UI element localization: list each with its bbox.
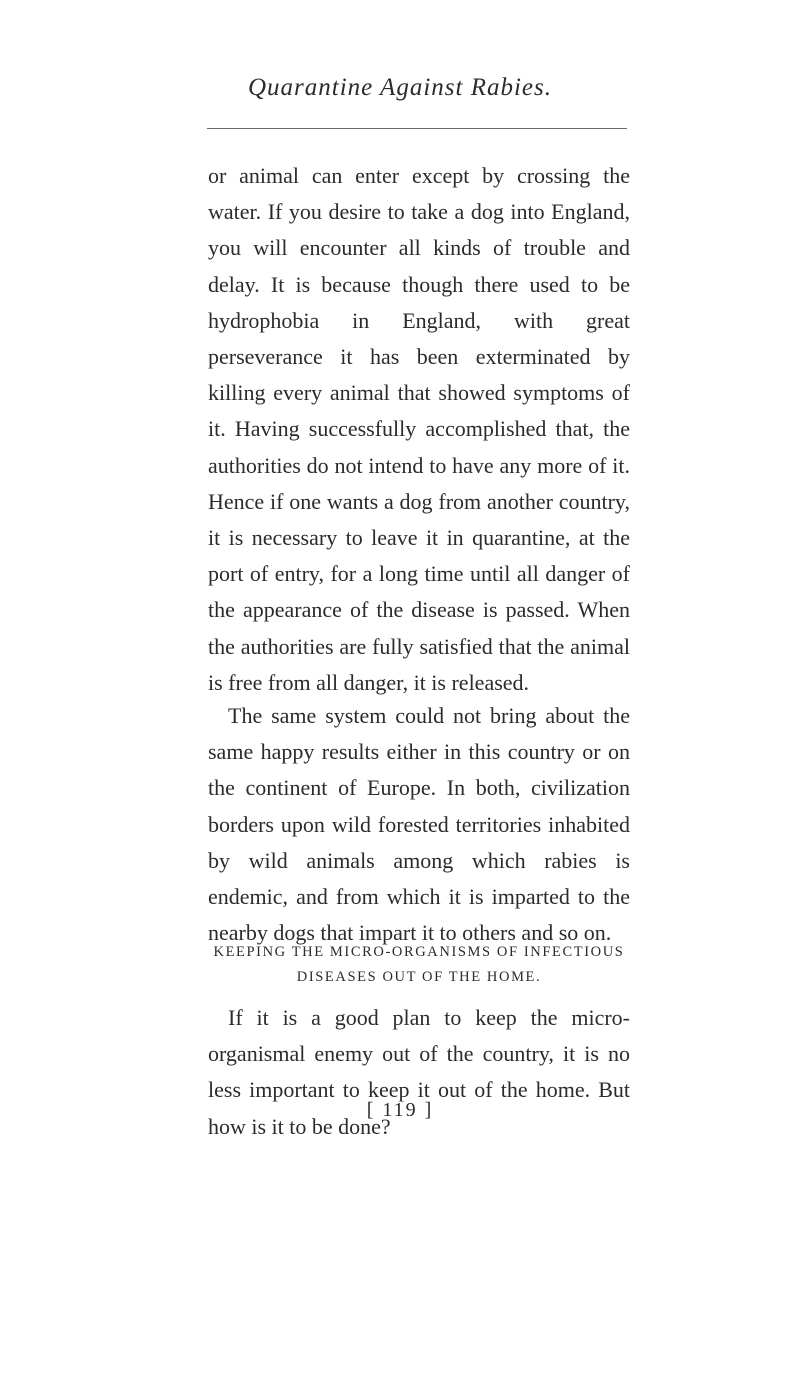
- running-head: Quarantine Against Rabies.: [247, 74, 552, 101]
- header-rule: [207, 128, 627, 129]
- page-number: [ 119 ]: [366, 1099, 434, 1121]
- section-heading: KEEPING THE MICRO-ORGANISMS OF INFECTIOUS DISEASES OUT OF THE HOME.: [213, 944, 625, 985]
- paragraph-2: The same system could not bring about the same happy results either in this country or on the continent of Europe. In both, civilization borders upon wild forested territories inhabited by wild animals among which rabies is endemic, and from which it is imparted to the nearby dogs that impart it to others and so on.: [208, 703, 630, 946]
- paragraph-1: or animal can enter except by crossing the water. If you desire to take a dog into England, you will encounter all kinds of trouble and delay. It is because though there used to be hydrophobia in England, with great perseverance it has been exterminated by killing every animal that showed symptoms of it. Having successfully accomplished that, the authorities do not intend to have any more of it. Hence if one wants a dog from another country, it is necessary to leave it in quarantine, at the port of entry, for a long time until all danger of the appearance of the disease is passed. When the authorities are fully satisfied that the animal is free from all danger, it is released.: [208, 163, 630, 695]
- section-paragraph: If it is a good plan to keep the micro-organismal enemy out of the country, it is no less important to keep it out of the home. But how is it to be done?: [208, 1005, 630, 1139]
